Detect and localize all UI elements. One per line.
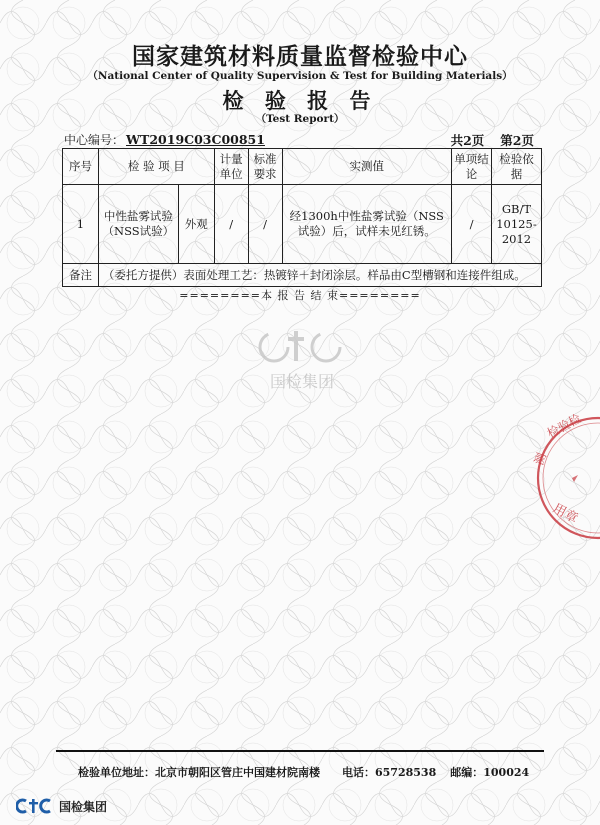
address-value: 北京市朝阳区管庄中国建材院南楼 — [155, 766, 320, 779]
table-row — [63, 185, 542, 264]
phone-value: 65728538 — [375, 766, 437, 779]
cell-measured: 经1300h中性盐雾试验（NSS试验）后，试样未见红锈。 — [282, 185, 452, 264]
remark-label: 备注 — [63, 264, 99, 287]
total-pages: 共2页 — [450, 133, 485, 148]
test-results-table — [62, 148, 542, 287]
table-remark-row — [63, 264, 542, 287]
watermark-group-name: 国检集团 — [269, 372, 335, 391]
svg-text:检验检: 检验检 — [544, 411, 584, 441]
cell-basis: GB/T 10125-2012 — [491, 185, 541, 264]
header-unit: 计量单位 — [214, 149, 248, 185]
ctc-watermark-logo — [232, 325, 372, 395]
page-subtitle-english: （National Center of Quality Supervision & Test for Building Materials） — [87, 70, 513, 82]
cell-unit: / — [214, 185, 248, 264]
remark-text: （委托方提供）表面处理工艺：热镀锌＋封闭涂层。样品由C型槽钢和连接件组成。 — [98, 264, 541, 287]
footer-divider — [56, 750, 544, 752]
header-standard: 标准要求 — [248, 149, 282, 185]
postcode-value: 100024 — [483, 766, 530, 779]
phone-label: 电话： — [342, 766, 375, 779]
company-logo — [16, 796, 107, 816]
svg-text:用章: 用章 — [550, 501, 581, 527]
svg-text:测: 测 — [531, 450, 549, 468]
cell-subitem: 外观 — [178, 185, 214, 264]
table-header-row — [63, 149, 542, 185]
header-seq: 序号 — [63, 149, 99, 185]
report-title: 检 验 报 告 — [222, 88, 378, 113]
header-item: 检 验 项 目 — [98, 149, 214, 185]
cell-conclusion: / — [452, 185, 492, 264]
page-title: 国家建筑材料质量监督检验中心 — [132, 43, 468, 70]
center-number-value: WT2019C03C00851 — [126, 132, 265, 147]
footer-contact — [78, 764, 529, 780]
cell-item: 中性盐雾试验（NSS试验） — [98, 185, 178, 264]
page-counter — [451, 131, 534, 149]
header-basis: 检验依据 — [491, 149, 541, 185]
official-seal — [528, 408, 600, 548]
cell-seq: 1 — [63, 185, 99, 264]
logo-text: 国检集团 — [59, 799, 108, 814]
ctc-logo-icon — [16, 796, 56, 816]
cell-standard: / — [248, 185, 282, 264]
current-page: 第2页 — [500, 133, 534, 148]
center-number — [64, 131, 265, 148]
report-end-marker: ========本 报 告 结 束======== — [179, 289, 421, 302]
postcode-label: 邮编： — [450, 766, 484, 779]
report-title-english: （Test Report） — [255, 113, 345, 125]
address-label: 检验单位地址： — [78, 766, 155, 779]
header-conclusion: 单项结论 — [452, 149, 492, 185]
center-number-label: 中心编号： — [64, 133, 125, 147]
header-measured: 实测值 — [282, 149, 452, 185]
